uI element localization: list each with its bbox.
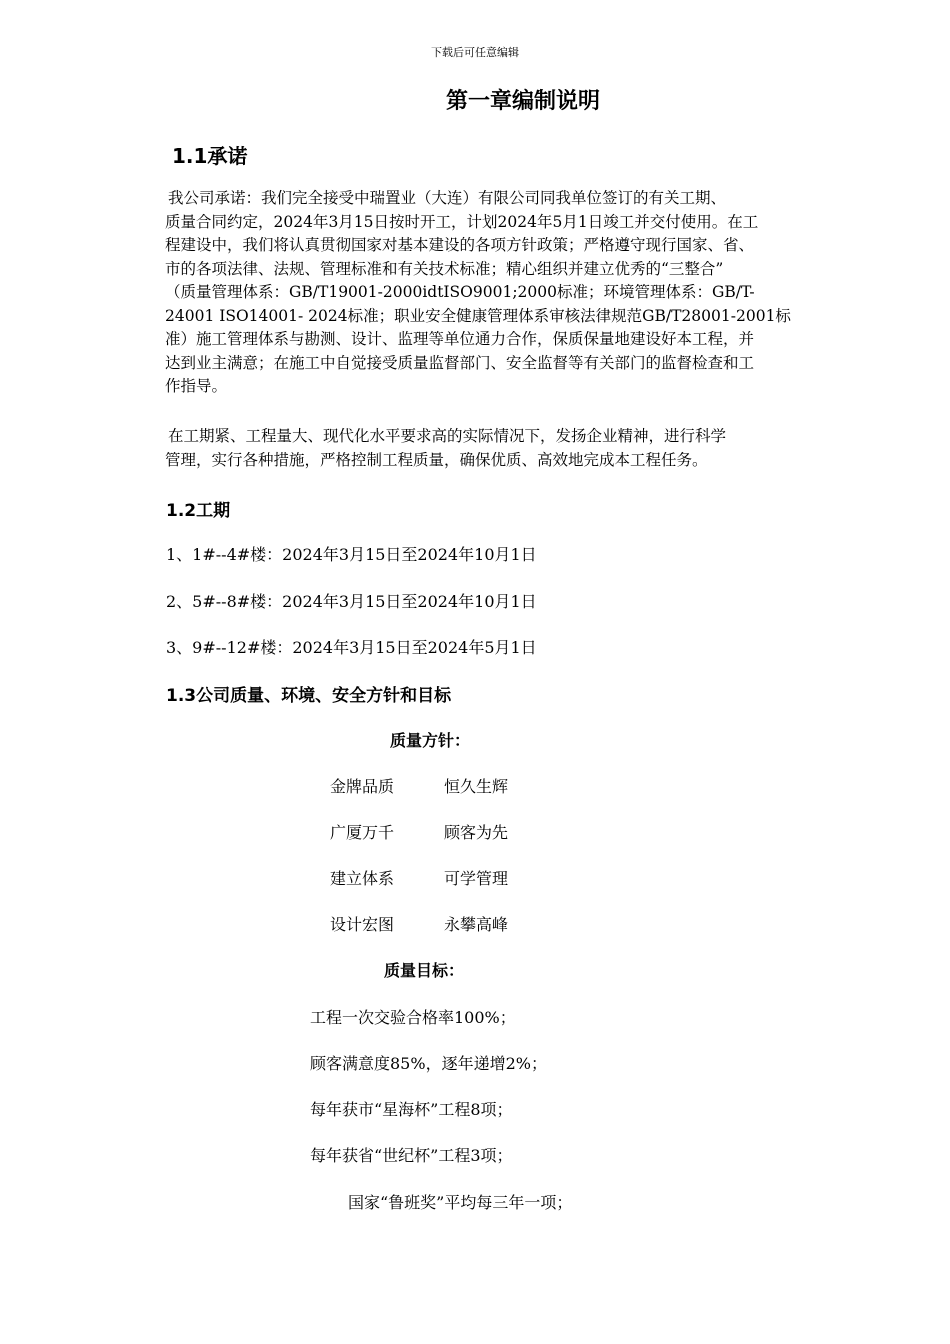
policy-left-2: 广厦万千 xyxy=(330,823,395,842)
section-1-2-heading: 1.2工期 xyxy=(166,501,231,521)
commitment-line-6: 24001 ISO14001- 2024标准；职业安全健康管理体系审核法律规范GB/T28001-2001标 xyxy=(165,306,791,325)
commitment-line-4: 市的各项法律、法规、管理标准和有关技术标准；精心组织并建立优秀的“三整合” xyxy=(165,259,724,278)
quality-goal-2: 顾客满意度85%，逐年递增2%； xyxy=(310,1054,547,1073)
commitment-line-3: 程建设中，我们将认真贯彻国家对基本建设的各项方针政策；严格遵守现行国家、省、 xyxy=(165,236,755,254)
chapter-title: 第一章编制说明 xyxy=(445,89,600,114)
section-1-3-heading: 1.3公司质量、环境、安全方针和目标 xyxy=(166,686,452,706)
policy-left-3: 建立体系 xyxy=(330,869,395,888)
commitment-line-9: 作指导。 xyxy=(165,377,228,395)
commitment-paragraph-1 xyxy=(165,187,869,399)
schedule-item-3: 3、9#--12#楼：2024年3月15日至2024年5月1日 xyxy=(166,638,537,657)
quality-goal-1: 工程一次交验合格率100%； xyxy=(310,1008,516,1027)
commitment-line-2: 质量合同约定，2024年3月15日按时开工，计划2024年5月1日竣工并交付使用。在工 xyxy=(165,212,759,231)
commitment-paragraph-2 xyxy=(165,425,869,472)
schedule-item-2: 2、5#--8#楼：2024年3月15日至2024年10月1日 xyxy=(166,592,537,611)
commitment-line-7: 准）施工管理体系与勘测、设计、监理等单位通力合作，保质保量地建设好本工程，并 xyxy=(165,330,755,348)
quality-goal-3: 每年获市“星海杯”工程8项； xyxy=(310,1100,513,1119)
schedule-item-1: 1、1#--4#楼：2024年3月15日至2024年10月1日 xyxy=(166,545,537,564)
policy-left-1: 金牌品质 xyxy=(330,777,395,796)
policy-right-2: 顾客为先 xyxy=(444,823,509,842)
quality-goal-5: 国家“鲁班奖”平均每三年一项； xyxy=(348,1193,573,1212)
commitment-line-1: 我公司承诺：我们完全接受中瑞置业（大连）有限公司同我单位签订的有关工期、 xyxy=(168,189,727,207)
policy-right-3: 可学管理 xyxy=(444,869,509,888)
policy-right-4: 永攀高峰 xyxy=(444,915,509,934)
policy-right-1: 恒久生辉 xyxy=(444,777,509,796)
policy-left-4: 设计宏图 xyxy=(330,915,395,934)
commitment-p2-line-1: 在工期紧、工程量大、现代化水平要求高的实际情况下，发扬企业精神，进行科学 xyxy=(168,427,727,445)
commitment-p2-line-2: 管理，实行各种措施，严格控制工程质量，确保优质、高效地完成本工程任务。 xyxy=(165,450,708,469)
commitment-line-8: 达到业主满意；在施工中自觉接受质量监督部门、安全监督等有关部门的监督检查和工 xyxy=(165,353,755,372)
quality-goal-heading: 质量目标： xyxy=(384,961,465,980)
quality-goal-4: 每年获省“世纪杯”工程3项； xyxy=(310,1146,513,1165)
commitment-line-5: （质量管理体系：GB/T19001-2000idtISO9001;2000标准；环境管理体系：GB/T- xyxy=(165,283,755,301)
quality-policy-heading: 质量方针： xyxy=(390,731,471,750)
page-header-note: 下载后可任意编辑 xyxy=(431,46,519,59)
section-1-1-heading: 1.1承诺 xyxy=(172,144,248,168)
